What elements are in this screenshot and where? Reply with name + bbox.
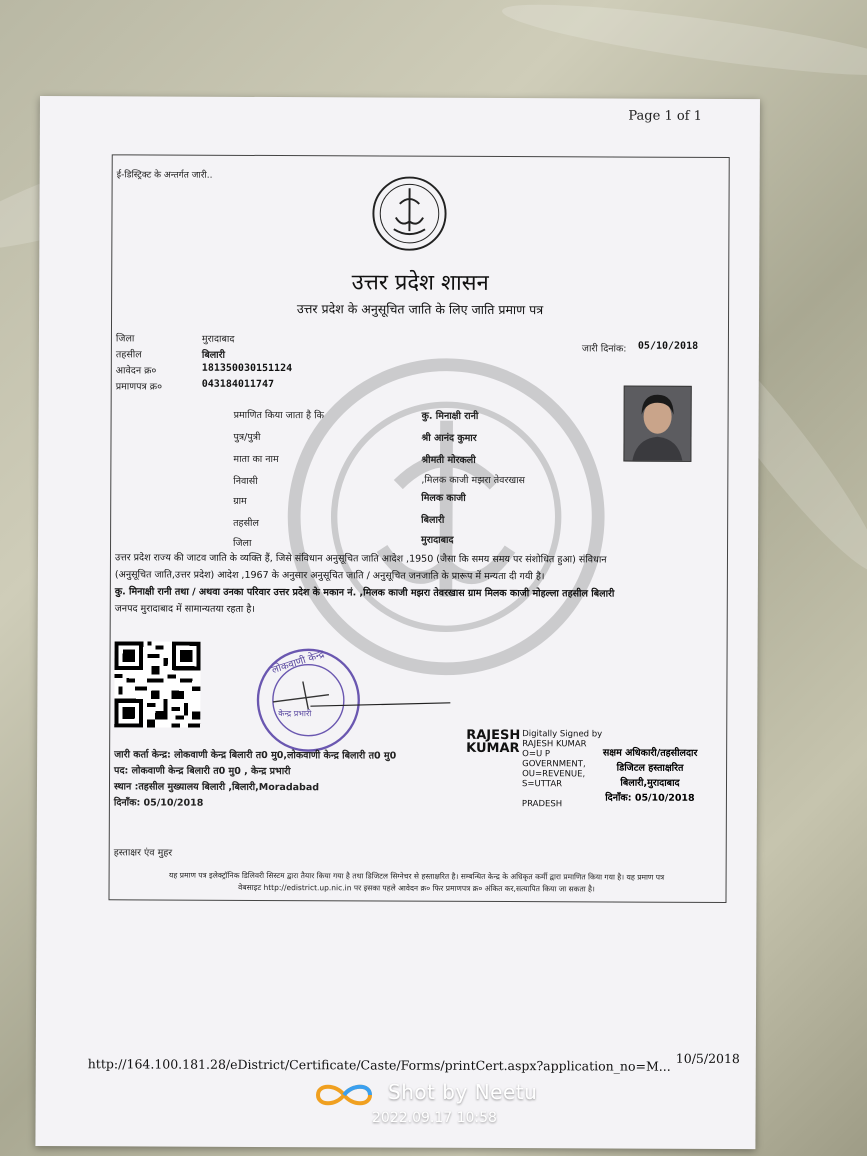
certificate-body [115,549,721,620]
emblem-watermark-icon [280,356,611,677]
issuer-post: पद: लोकवाणी केन्द्र बिलारी त0 मु0 , केन्द्र प्रभारी [114,765,291,778]
issuing-center: जारी कर्ता केन्द्र: लोकवाणी केन्द्र बिलारी त0 मु0,लोकवाणी केन्द्र बिलारी त0 मु0 [114,749,397,762]
issue-date-label: जारी दिनांक: [581,343,627,355]
signer-name-line1: RAJESH [466,727,521,744]
footer-note [114,869,720,896]
ds-signed-by: Digitally Signed by [522,729,603,740]
body-line: जनपद मुरादाबाद में सामान्यतया रहता है। [114,603,255,615]
stamp-center-text: केन्द्र प्रभारी [278,709,312,719]
issued-under-text: ई-डिस्ट्रिक्ट के अन्तर्गत जारी.. [116,170,213,181]
detail-value: श्रीमती मोरकली [421,454,476,466]
up-state-emblem-icon [370,174,448,252]
detail-value: ,मिलक काजी मझरा तेवरखास [421,474,526,487]
signature-and-seal-label: हस्ताक्षर एंव मुहर [113,847,173,859]
ds-org: O=U P [522,749,551,760]
signature-stroke [310,692,460,713]
footer-line: वेबसाइट http://edistrict.up.nic.in पर इसका पहले आवेदन क्र० फिर प्रमाणपत्र क्र० अंकित कर,सत्यापित किया जा सकता है। [238,882,595,894]
page-number: Page 1 of 1 [628,108,702,124]
certificate-subtitle: उत्तर प्रदेश के अनुसूचित जाति के लिए जाति प्रमाण पत्र [296,301,544,318]
body-line: कु. मिनाक्षी रानी तथा / अथवा उनका परिवार उत्तर प्रदेश के मकान नं. ,मिलक काजी मझरा तेवरखास ग्राम मिलक काजी मोहल्ला तहसील बिलारी [114,586,615,600]
application-label: आवेदन क्र० [115,365,157,377]
ds-pradesh: PRADESH [521,799,563,810]
print-date: 10/5/2018 [675,1050,740,1067]
detail-label: तहसील [233,517,259,529]
tehsil-value: बिलारी [201,349,226,361]
application-number: 181350030151124 [201,362,293,375]
ds-state: S=UTTAR [522,779,563,790]
detail-label: जिला [233,537,252,549]
shot-timestamp: 2022.09.17 10:58 [372,1110,497,1126]
detail-label: पुत्र/पुत्री [233,431,261,443]
marble-vein [499,0,867,89]
authority-date: दिनाँक: 05/10/2018 [605,792,695,804]
authority-place: बिलारी,मुरादाबाद [620,777,680,789]
certificate-number: 043184011747 [201,378,275,391]
detail-value: बिलारी [421,514,445,526]
ds-signer: RAJESH KUMAR [522,739,587,750]
ds-gov: GOVERNMENT, [522,759,586,770]
signer-name-line2: KUMAR [466,740,520,757]
qr-code-icon [114,641,200,727]
district-value: मुरादाबाद [201,333,235,345]
detail-label: निवासी [233,475,258,487]
body-line: (अनुसूचित जाति,उत्तर प्रदेश) आदेश ,1967 के अनुसार अनुसूचित जाति / अनुसूचित जनजाति के प्रारूप में मन्यता दी गयी है। [114,569,545,583]
detail-value: श्री आनंद कुमार [421,432,477,444]
issue-date-value: 05/10/2018 [637,340,699,352]
body-line: उत्तर प्रदेश राज्य की जाटव जाति के व्यक्ति हैं, जिसे संविधान अनुसूचित जाति आदेश ,1950 (जैसा कि समय समय पर संशोधित हुआ) संविधान [114,552,607,566]
stamp-top-text: लोकवाणी केन्द्र [270,649,326,677]
print-url: http://164.100.181.28/eDistrict/Certificate/Caste/Forms/printCert.aspx?application_no=M... [87,1056,671,1074]
ds-ou: OU=REVENUE, [522,769,586,780]
applicant-photo [623,386,691,462]
authority-title: सक्षम अधिकारी/तहसीलदार [602,747,698,759]
issuer-place: स्थान :तहसील मुख्यालय बिलारी ,बिलारी,Moradabad [113,781,320,794]
shot-by-text: Shot by Neetu [388,1080,538,1104]
authority-sign: डिजिटल हस्ताक्षरित [616,762,684,774]
certificate-number-label: प्रमाणपत्र क्र० [115,381,163,393]
issuer-date: दिनाँक: 05/10/2018 [113,797,204,809]
detail-value: मिलक काजी [421,492,466,504]
camera-watermark [312,1080,537,1126]
tehsil-label: तहसील [115,349,142,361]
person-portrait-icon [624,387,690,461]
detail-label: प्रमाणित किया जाता है कि [233,409,324,422]
detail-value: कु. मिनाक्षी रानी [421,410,479,422]
district-label: जिला [115,333,135,345]
certificate-paper [35,96,760,1149]
certificate-frame [108,154,729,903]
certificate-title: उत्तर प्रदेश शासन [351,270,489,296]
detail-label: माता का नाम [233,453,279,466]
footer-line: यह प्रमाण पत्र इलेक्ट्रॉनिक डिलिवरी सिस्टम द्वारा तैयार किया गया है तथा डिजिटल सिग्नेचर से हस्ताक्षरित है। सम्बन्धित केन्द्र के अधिकृत कर्मी द्वारा प्रमाणित किया गया है। यह प्रमाण पत्र [169,870,665,882]
competent-authority [580,745,720,806]
detail-value: मुरादाबाद [421,534,454,546]
infinity-logo-icon [312,1082,376,1108]
detail-label: ग्राम [233,495,247,507]
